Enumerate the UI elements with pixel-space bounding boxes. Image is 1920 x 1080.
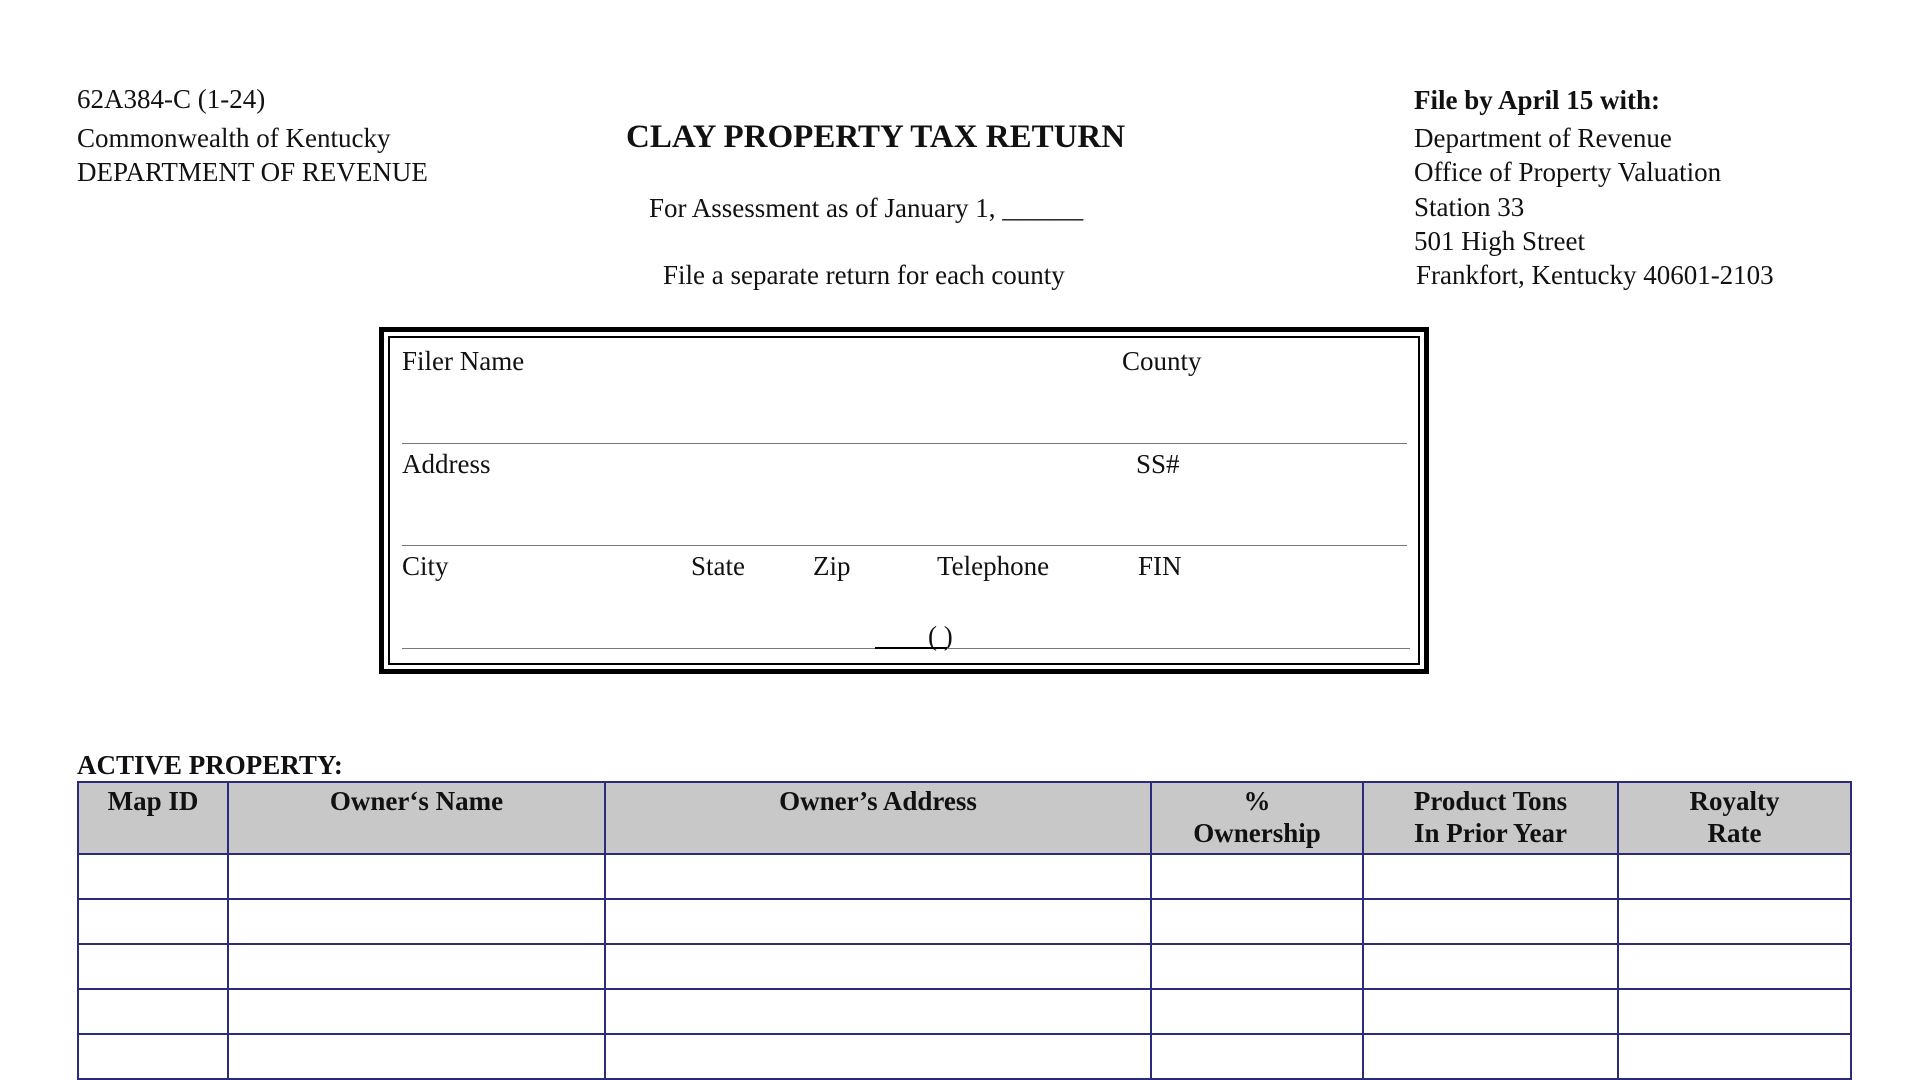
- phone-underline: [875, 647, 947, 649]
- table-cell[interactable]: [228, 854, 605, 899]
- form-number: 62A384-C (1-24): [77, 84, 266, 114]
- table-row: [78, 899, 1851, 944]
- address-ss-line[interactable]: [402, 545, 1407, 546]
- table-cell[interactable]: [1151, 854, 1363, 899]
- table-cell[interactable]: [78, 1034, 228, 1079]
- filer-info-box: [379, 327, 1429, 674]
- filer-name-label: Filer Name: [402, 346, 525, 376]
- table-cell[interactable]: [1618, 899, 1851, 944]
- fin-label: FIN: [1138, 551, 1182, 581]
- department-name: DEPARTMENT OF REVENUE: [77, 157, 428, 187]
- mailing-address-line: Station 33: [1414, 192, 1525, 222]
- table-row: [78, 944, 1851, 989]
- col-header-owner-name: Owner‘s Name: [228, 782, 605, 854]
- address-label: Address: [402, 449, 491, 479]
- table-cell[interactable]: [78, 899, 228, 944]
- county-label: County: [1122, 346, 1202, 376]
- assessment-line: For Assessment as of January 1, ______: [649, 193, 1084, 223]
- table-cell[interactable]: [78, 989, 228, 1034]
- table-cell[interactable]: [1363, 944, 1618, 989]
- ss-label: SS#: [1136, 449, 1180, 479]
- mailing-address-line: Frankfort, Kentucky 40601-2103: [1416, 260, 1774, 290]
- table-cell[interactable]: [1363, 1034, 1618, 1079]
- table-row: [78, 989, 1851, 1034]
- zip-label: Zip: [813, 551, 851, 581]
- col-header-map-id: Map ID: [78, 782, 228, 854]
- table-cell[interactable]: [78, 854, 228, 899]
- separate-return-note: File a separate return for each county: [663, 260, 1065, 290]
- table-header-row: [78, 782, 1851, 854]
- col-header-royalty-rate: Royalty Rate: [1618, 782, 1851, 854]
- table-cell[interactable]: [1151, 944, 1363, 989]
- phone-area-code-parens: ( ): [928, 621, 953, 651]
- table-cell[interactable]: [1363, 899, 1618, 944]
- file-by-heading: File by April 15 with:: [1414, 85, 1661, 115]
- table-cell[interactable]: [78, 944, 228, 989]
- filer-name-county-line[interactable]: [402, 443, 1407, 444]
- telephone-label: Telephone: [937, 551, 1050, 581]
- city-label: City: [402, 551, 449, 581]
- table-cell[interactable]: [605, 944, 1151, 989]
- table-cell[interactable]: [1151, 989, 1363, 1034]
- table-cell[interactable]: [1151, 899, 1363, 944]
- table-cell[interactable]: [228, 1034, 605, 1079]
- table-row: [78, 1034, 1851, 1079]
- table-cell[interactable]: [605, 899, 1151, 944]
- table-cell[interactable]: [228, 989, 605, 1034]
- table-cell[interactable]: [1363, 989, 1618, 1034]
- col-header-owner-address: Owner’s Address: [605, 782, 1151, 854]
- mailing-address-line: 501 High Street: [1414, 226, 1585, 256]
- filer-info-box-inner: [388, 336, 1420, 665]
- page-title: CLAY PROPERTY TAX RETURN: [626, 119, 1126, 155]
- table-cell[interactable]: [605, 854, 1151, 899]
- table-cell[interactable]: [228, 899, 605, 944]
- agency-name: Commonwealth of Kentucky: [77, 123, 391, 153]
- col-header-ownership: % Ownership: [1151, 782, 1363, 854]
- col-header-product-tons: Product Tons In Prior Year: [1363, 782, 1618, 854]
- table-cell[interactable]: [605, 989, 1151, 1034]
- state-label: State: [691, 551, 745, 581]
- active-property-table: [77, 781, 1852, 1080]
- active-property-heading: ACTIVE PROPERTY:: [77, 750, 343, 780]
- mailing-address-line: Office of Property Valuation: [1414, 157, 1722, 187]
- table-cell[interactable]: [228, 944, 605, 989]
- table-cell[interactable]: [1618, 1034, 1851, 1079]
- table-cell[interactable]: [1363, 854, 1618, 899]
- mailing-address-line: Department of Revenue: [1414, 123, 1672, 153]
- table-cell[interactable]: [1618, 989, 1851, 1034]
- table-cell[interactable]: [1618, 944, 1851, 989]
- table-cell[interactable]: [1618, 854, 1851, 899]
- table-cell[interactable]: [605, 1034, 1151, 1079]
- table-cell[interactable]: [1151, 1034, 1363, 1079]
- table-row: [78, 854, 1851, 899]
